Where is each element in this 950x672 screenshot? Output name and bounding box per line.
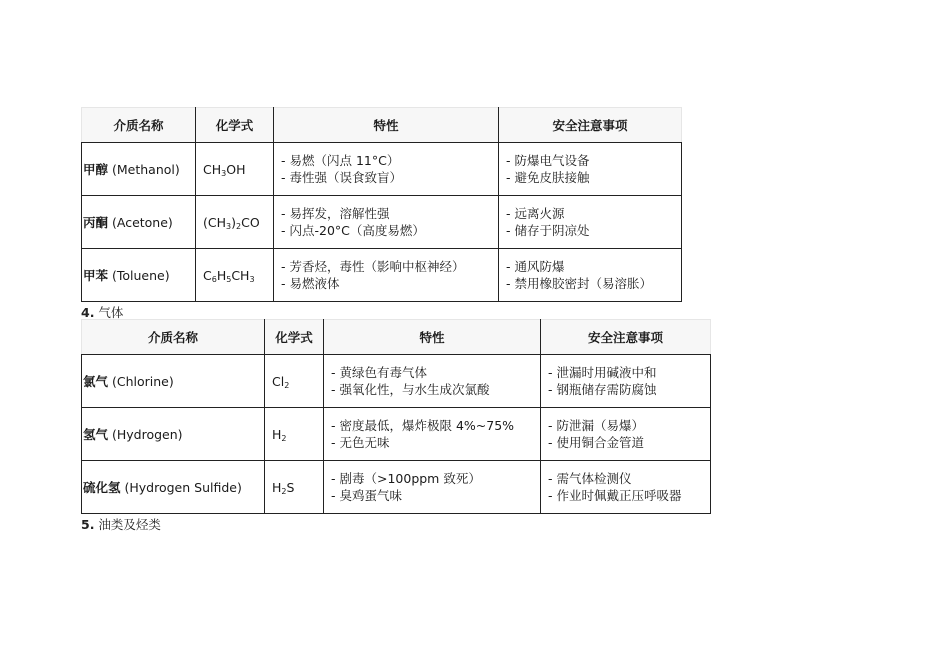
table-row xyxy=(82,249,682,302)
table-row xyxy=(82,408,711,461)
section-number: 5. xyxy=(81,517,95,532)
safety-cell xyxy=(541,355,711,408)
properties-cell xyxy=(324,461,541,514)
organic-solvents-table xyxy=(81,107,682,302)
medium-name-cell xyxy=(82,196,196,249)
table-row xyxy=(82,143,682,196)
medium-name-en: (Acetone) xyxy=(108,215,173,230)
formula-cell xyxy=(265,408,324,461)
header-safety-notes: 安全注意事项 xyxy=(541,320,711,355)
medium-name-cn: 氯气 xyxy=(83,374,109,389)
formula-part: C xyxy=(203,267,212,283)
medium-name-en: (Methanol) xyxy=(108,162,180,177)
property-line: - 毒性强（误食致盲） xyxy=(281,170,402,185)
safety-line: - 泄漏时用碱液中和 xyxy=(548,365,657,380)
formula-part: Cl xyxy=(272,373,285,389)
formula-cell xyxy=(265,355,324,408)
safety-line: - 避免皮肤接触 xyxy=(506,170,590,185)
medium-name-cell xyxy=(82,143,196,196)
properties-cell xyxy=(274,249,499,302)
medium-name-cn: 丙酮 xyxy=(83,215,109,230)
property-line: - 易燃液体 xyxy=(281,276,340,291)
safety-line: - 使用铜合金管道 xyxy=(548,435,644,450)
formula-subscript: 2 xyxy=(284,380,290,390)
gases-table xyxy=(81,319,711,514)
table-row xyxy=(82,196,682,249)
medium-name-cn: 甲醇 xyxy=(83,162,109,177)
formula-subscript: 3 xyxy=(249,274,255,284)
formula-part: CH xyxy=(231,267,250,283)
formula-part: (CH xyxy=(203,214,227,230)
safety-line: - 钢瓶储存需防腐蚀 xyxy=(548,382,657,397)
safety-line: - 需气体检测仪 xyxy=(548,471,632,486)
medium-name-cn: 甲苯 xyxy=(83,268,109,283)
properties-cell xyxy=(274,143,499,196)
property-line: - 易燃（闪点 11°C） xyxy=(281,153,400,168)
header-properties: 特性 xyxy=(274,108,499,143)
safety-line: - 防爆电气设备 xyxy=(506,153,590,168)
property-line: - 黄绿色有毒气体 xyxy=(331,365,427,380)
header-safety-notes: 安全注意事项 xyxy=(499,108,682,143)
property-line: - 密度最低，爆炸极限 4%~75% xyxy=(331,418,515,433)
formula-part: OH xyxy=(226,161,246,177)
safety-line: - 远离火源 xyxy=(506,206,565,221)
formula-part: ) xyxy=(231,214,236,230)
formula-subscript: 3 xyxy=(226,221,232,231)
property-line: - 强氧化性，与水生成次氯酸 xyxy=(331,382,490,397)
formula-subscript: 6 xyxy=(211,274,217,284)
medium-name-cell xyxy=(82,249,196,302)
table-row xyxy=(82,355,711,408)
medium-name-en: (Chlorine) xyxy=(108,374,174,389)
header-formula: 化学式 xyxy=(265,320,324,355)
formula-subscript: 5 xyxy=(226,274,232,284)
formula-part: S xyxy=(286,479,295,495)
formula-cell xyxy=(196,143,274,196)
formula-subscript: 2 xyxy=(281,486,287,496)
property-line: - 芳香烃，毒性（影响中枢神经） xyxy=(281,259,465,274)
safety-line: - 储存于阴凉处 xyxy=(506,223,590,238)
properties-cell xyxy=(274,196,499,249)
section-title: 气体 xyxy=(94,305,124,320)
safety-cell xyxy=(541,461,711,514)
safety-line: - 作业时佩戴正压呼吸器 xyxy=(548,488,682,503)
formula-cell xyxy=(196,196,274,249)
table-header-row xyxy=(82,108,682,143)
header-medium-name: 介质名称 xyxy=(82,320,265,355)
property-line: - 闪点-20°C（高度易燃） xyxy=(281,223,425,238)
formula-subscript: 2 xyxy=(236,221,242,231)
medium-name-en: (Hydrogen) xyxy=(108,427,183,442)
property-line: - 易挥发，溶解性强 xyxy=(281,206,390,221)
safety-cell xyxy=(499,196,682,249)
formula-cell xyxy=(196,249,274,302)
section-heading-oils-hydrocarbons xyxy=(81,515,161,533)
section-title: 油类及烃类 xyxy=(94,517,161,532)
table-row xyxy=(82,461,711,514)
section-number: 4. xyxy=(81,305,95,320)
safety-line: - 禁用橡胶密封（易溶胀） xyxy=(506,276,652,291)
safety-line: - 通风防爆 xyxy=(506,259,565,274)
medium-name-en: (Toluene) xyxy=(108,268,170,283)
formula-part: H xyxy=(272,426,282,442)
properties-cell xyxy=(324,355,541,408)
properties-cell xyxy=(324,408,541,461)
medium-name-cell xyxy=(82,355,265,408)
medium-name-cn: 硫化氢 xyxy=(83,480,121,495)
formula-subscript: 3 xyxy=(221,168,227,178)
property-line: - 无色无味 xyxy=(331,435,390,450)
formula-part: CH xyxy=(203,161,222,177)
safety-cell xyxy=(499,143,682,196)
formula-part: H xyxy=(216,267,227,283)
formula-cell xyxy=(265,461,324,514)
formula-subscript: 2 xyxy=(281,433,287,443)
header-formula: 化学式 xyxy=(196,108,274,143)
safety-cell xyxy=(499,249,682,302)
medium-name-en: (Hydrogen Sulfide) xyxy=(120,480,242,495)
property-line: - 剧毒（>100ppm 致死） xyxy=(331,471,481,486)
medium-name-cell xyxy=(82,408,265,461)
formula-part: CO xyxy=(241,214,260,230)
header-properties: 特性 xyxy=(324,320,541,355)
property-line: - 臭鸡蛋气味 xyxy=(331,488,402,503)
medium-name-cn: 氢气 xyxy=(83,427,109,442)
safety-cell xyxy=(541,408,711,461)
safety-line: - 防泄漏（易爆） xyxy=(548,418,644,433)
table-header-row xyxy=(82,320,711,355)
header-medium-name: 介质名称 xyxy=(82,108,196,143)
medium-name-cell xyxy=(82,461,265,514)
formula-part: H xyxy=(272,479,282,495)
